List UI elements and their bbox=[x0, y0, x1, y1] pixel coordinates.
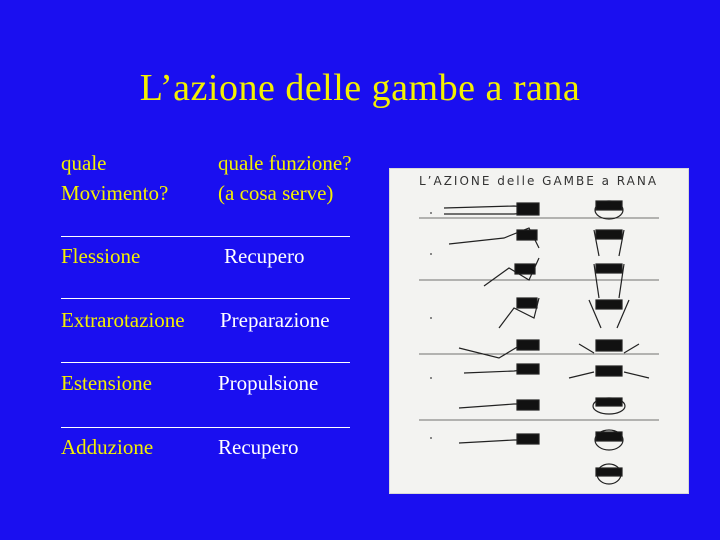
function-column-heading bbox=[218, 148, 352, 208]
function-recupero-2: Recupero bbox=[218, 435, 299, 459]
movement-column-heading bbox=[61, 148, 168, 208]
row-divider bbox=[61, 236, 350, 237]
slide-title: L’azione delle gambe a rana bbox=[139, 67, 581, 109]
movement-flessione: Flessione bbox=[61, 244, 141, 268]
breaststroke-kick-illustration bbox=[389, 168, 689, 494]
movement-heading-line-1: quale bbox=[61, 151, 107, 175]
row-divider bbox=[61, 362, 350, 363]
function-preparazione: Preparazione bbox=[220, 308, 330, 332]
row-divider bbox=[61, 427, 350, 428]
function-propulsione: Propulsione bbox=[218, 371, 319, 395]
row-divider bbox=[61, 298, 350, 299]
movement-estensione: Estensione bbox=[61, 371, 152, 395]
function-heading-line-1: quale funzione? bbox=[218, 151, 352, 175]
illustration-caption: L’AZIONE delle GAMBE a RANA bbox=[419, 174, 659, 188]
function-heading-line-2: (a cosa serve) bbox=[218, 181, 334, 205]
function-recupero-1: Recupero bbox=[224, 244, 305, 268]
movement-adduzione: Adduzione bbox=[61, 435, 154, 459]
stroke-sequence-drawing bbox=[389, 168, 689, 494]
movement-extrarotazione: Extrarotazione bbox=[61, 308, 185, 332]
movement-heading-line-2: Movimento? bbox=[61, 181, 169, 205]
